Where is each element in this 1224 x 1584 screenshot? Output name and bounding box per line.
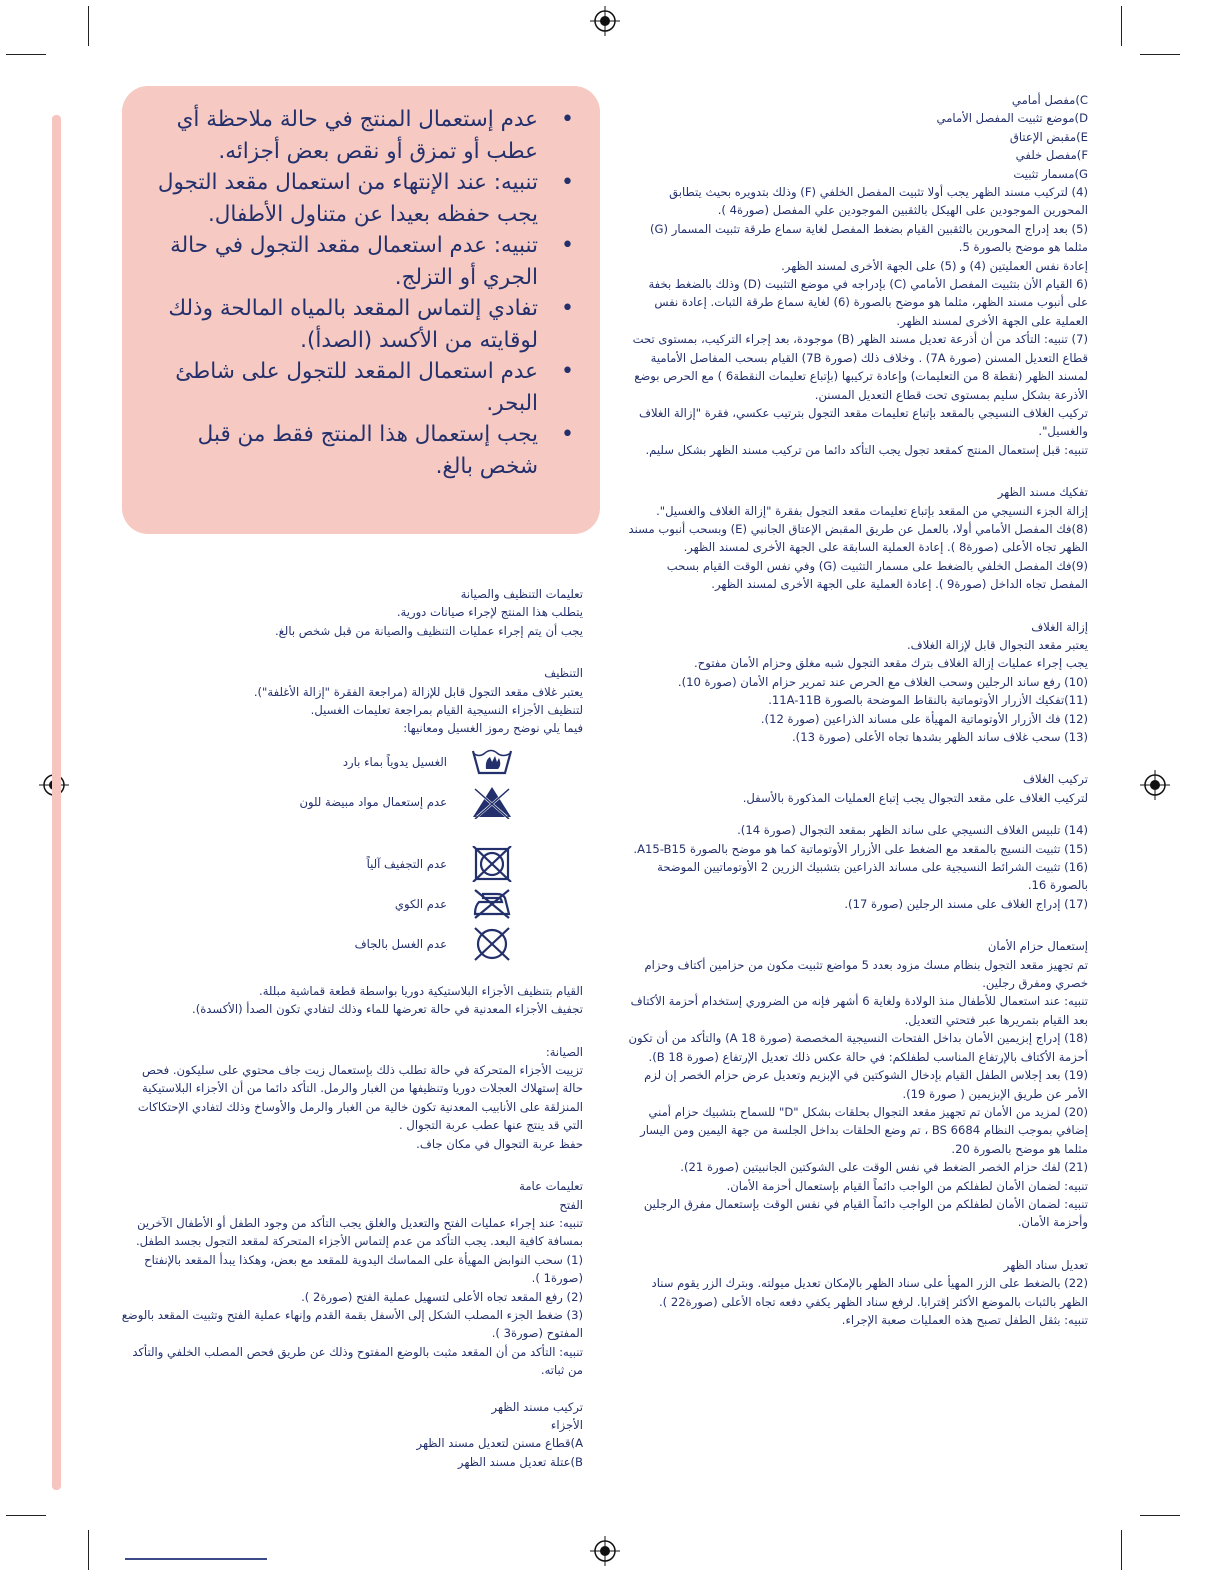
- section-title: تركيب مسند الظهر: [491, 1399, 583, 1414]
- step-item: (15) تثبيت النسيج بالمقعد مع الضغط على الأزرار الأوتوماتية كما هو موضح بالصورة A15-B15.: [633, 841, 1088, 856]
- symbol-row: [120, 884, 513, 924]
- crop-mark: [1121, 1530, 1122, 1570]
- warning-item: • عدم إستعمال المنتج في حالة ملاحظة أي عطب أو تمزق أو نقص بعض أجزائه.: [176, 107, 574, 164]
- part-item: D)موضع تثبيت المفصل الأمامي: [936, 111, 1088, 126]
- section-title: تعليمات عامة: [519, 1179, 583, 1194]
- symbol-label: الغسيل يدوياً بماء بارد: [342, 754, 447, 769]
- text-line: يعتبر غلاف مقعد التجول قابل للإزالة (مراجعة الفقرة "إزالة الأغلفة").: [253, 684, 583, 699]
- section-subtitle: الفتح: [559, 1197, 583, 1212]
- assembly-steps: [625, 183, 1088, 459]
- crop-mark: [1121, 6, 1122, 46]
- section-title: الصيانة:: [545, 1044, 583, 1059]
- left-column: [120, 585, 583, 1471]
- handwash-icon: [471, 747, 513, 777]
- step-item: تنبيه: بثقل الطفل تصبح هذه العمليات صعبة الإجراء.: [841, 1312, 1088, 1327]
- step-item: (13) سحب غلاف ساند الظهر بشدها تجاه الأعلى (صورة 13).: [791, 730, 1088, 744]
- step-item: (22) بالضغط على الزر المهيأ على سناد الظهر بالإمكان تعديل ميولته. وبترك الزر يقوم سناد الظهر بالثبات بالموضع الأكثر إقترابا. لرفع سناد الظهر يكفي دفعه تجاه الأعلى (صورة22 ).: [651, 1276, 1088, 1309]
- crop-mark: [88, 1530, 89, 1570]
- text-line: تجفيف الأجزاء المعدنية في حالة تعرضها للماء وذلك لتفادي تكون الصدأ (الأكسدة).: [192, 1002, 583, 1017]
- symbol-row: [120, 844, 513, 884]
- registration-mark-icon: [590, 6, 620, 36]
- step-item: (19) بعد إجلاس الطفل القيام بإدخال الشوكتين في الإبزيم وتعديل عرض حزام الخصر إن لزم الأمر عن طريق الإبزيمين ( صورة 19).: [644, 1068, 1088, 1101]
- step-item: (16) تثبيت الشرائط النسيجية على مساند الذراعين بتشبيك الزرين 2 الأوتوماتيين الموضحة بالصورة 16.: [657, 860, 1088, 893]
- plastic-care: [120, 982, 583, 1019]
- step-item: (9)فك المفصل الخلفي بالضغط على مسمار التثبيت (G) وفي نفس الوقت القيام بسحب المفصل تجاه الداخل (صورة9 ). إعادة العملية على الجهة الأخرى لمسند الظهر.: [666, 558, 1088, 592]
- step-item: تنبيه: قبل إستعمال المنتج كمقعد تجول يجب التأكد دائما من تركيب مسند الظهر بشكل سليم.: [645, 442, 1088, 457]
- step-item: إعادة نفس العمليتين (4) و (5) على الجهة الأخرى لمسند الظهر.: [781, 258, 1088, 273]
- step-item: (3) ضغط الجزء المصلب الشكل إلى الأسفل بقمة القدم وإنهاء عملية الفتح وتثبيت المقعد بالوضع المفتوح (صورة3 ).: [121, 1307, 583, 1341]
- warning-item: • تنبيه: عند الإنتهاء من استعمال مقعد التجول يجب حفظه بعيدا عن متناول الأطفال.: [157, 170, 574, 227]
- symbol-row: [120, 742, 513, 782]
- wash-symbols: [120, 742, 513, 964]
- step-item: تم تجهيز مقعد التجول بنظام مسك مزود بعدد 5 مواضع تثبيت مكون من حزامين أكتاف وحزام خصري ومفرق رجلين.: [644, 957, 1088, 991]
- step-item: (14) تلبيس الغلاف النسيجي على ساند الظهر بمقعد التجوال (صورة 14).: [737, 823, 1088, 838]
- text-line: تزييت الأجزاء المتحركة في حالة تطلب ذلك بإستعمال زيت جاف محتوي على سليكون. فحص حالة إستهلاك العجلات دوريا وتنظيفها من الغبار والرمل. التأكد دائما من أن الأجزاء البلاستيكية المنزلقة على الأنابيب المعدنية تكون خالية من الغبار والرمل والأوساخ وذلك لتفادي الإحتكاكات التي قد ينتج عنها عطب عربة التجوال .: [137, 1063, 583, 1133]
- section-title: تعليمات التنظيف والصيانة: [460, 587, 583, 601]
- symbol-label: عدم الكوي: [394, 896, 447, 911]
- no-iron-icon: [471, 888, 513, 920]
- crop-mark: [88, 6, 89, 46]
- step-item: تنبيه: لضمان الأمان لطفلكم من الواجب دائماً القيام بإستعمال أحزمة الأمان.: [726, 1178, 1088, 1193]
- part-item: C)مفصل أمامي: [1011, 93, 1088, 107]
- no-dry-clean-icon: [471, 926, 513, 962]
- crop-mark: [6, 1515, 46, 1516]
- backrest-adjust-section: [625, 1256, 1088, 1330]
- step-item: (11)تفكيك الأزرار الأوتوماتية بالنقاط الموضحة بالصورة 11A-11B.: [768, 693, 1088, 708]
- step-item: (20) لمزيد من الأمان تم تجهيز مقعد التجوال بحلقات بشكل "D" للسماح بتشبيك حزام أمني إضافي بموجب النظام BS 6684 ، تم وضع الحلقات بداخل الجلسة من جهة اليمين ومن اليسار مثلما هو موضح بالصورة 20.: [640, 1104, 1088, 1156]
- section-title: تركيب الغلاف: [1023, 772, 1088, 787]
- no-bleach-icon: [471, 785, 513, 819]
- page-edge-bar: [52, 115, 61, 1490]
- step-item: (18) إدراج إبزيمين الأمان بداخل الفتحات النسيجية المخصصة (صورة 18 A) والتأكد من أن تكون أحزمة الأكتاف بالإرتفاع المناسب لطفلكم: في حالة عكس ذلك تعديل الإرتفاع (صورة 18 B).: [628, 1031, 1088, 1064]
- maintenance-section: [120, 1043, 583, 1153]
- warnings-box: [122, 86, 600, 534]
- symbol-label: عدم التجفيف آلياً: [366, 856, 447, 871]
- step-item: (2) رفع المقعد تجاه الأعلى لتسهيل عملية الفتح (صورة2 ).: [301, 1289, 583, 1304]
- warning-item: • تنبيه: عدم استعمال مقعد التجول في حالة الجري أو التزلج.: [170, 233, 574, 290]
- step-item: (10) رفع ساند الرجلين وسحب الغلاف مع الحرص عند تمرير حزام الأمان (صورة 10).: [677, 674, 1088, 689]
- symbol-row: [120, 924, 513, 964]
- step-item: (1) سحب النوابض المهيأة على المماسك اليدوية للمقعد مع بعض، وهكذا يبدأ المقعد بالإنفتاح (صورة1 ).: [144, 1252, 583, 1286]
- no-tumble-dry-icon: [471, 846, 513, 882]
- part-item: B)عتلة تعديل مسند الظهر: [457, 1454, 583, 1469]
- backrest-removal-section: [625, 483, 1088, 593]
- text-line: حفظ عربة التجوال في مكان جاف.: [416, 1136, 583, 1151]
- part-item: A)قطاع مسنن لتعديل مسند الظهر: [416, 1436, 583, 1451]
- step-item: (17) إدراج الغلاف على مسند الرجلين (صورة 17).: [844, 896, 1088, 911]
- cleaning-section: [120, 664, 583, 738]
- step-item: (7) تنبيه: التأكد من أن أذرعة تعديل مسند الظهر (B) موجودة، بعد إجراء التركيب، بمستوى تحت قطاع التعديل المسنن (صورة 7A) . وخلاف ذلك (صورة 7B) القيام بسحب المفاصل الأمامية لمسند الظهر (نقطة 8 من التعليمات) وإعادة تركيبها (بإتباع تعليمات النقطة6 ) مع الحرص بوضع الأذرعة بشكل سليم بمستوى تحت قطاع التعديل المسنن.: [632, 332, 1088, 402]
- section-title: تفكيك مسند الظهر: [997, 485, 1088, 500]
- harness-section: [625, 937, 1088, 1232]
- cover-removal-section: [625, 618, 1088, 747]
- backrest-install-section: [120, 1398, 583, 1472]
- step-item: يعتبر مقعد التجوال قابل لإزالة الغلاف.: [907, 637, 1088, 652]
- step-item: (8)فك المفصل الأمامي أولا، بالعمل عن طريق المقبض الإعتاق الجانبي (E) وبسحب أنبوب مسند الظهر تجاه الأعلى (صورة8 ). إعادة العملية السابقة على الجهة الأخرى لمسند الظهر.: [628, 521, 1088, 555]
- symbol-label: عدم إستعمال مواد مبيضة للون: [299, 794, 447, 809]
- text-line: القيام بتنظيف الأجزاء البلاستيكية دوريا بواسطة قطعة قماشية مبللة.: [259, 983, 583, 998]
- cover-install-section: [625, 770, 1088, 913]
- part-item: F)مفصل خلفي: [1015, 148, 1088, 163]
- symbol-row: [120, 782, 513, 822]
- text-line: يتطلب هذا المنتج لإجراء صيانات دورية.: [396, 605, 583, 620]
- care-section: [120, 585, 583, 640]
- step-item: تنبيه: لضمان الأمان لطفلكم من الواجب دائماً القيام في نفس الوقت بإستعمال مفرق الرجلين وأحزمة الأمان.: [643, 1196, 1088, 1230]
- section-title: إستعمال حزام الأمان: [987, 939, 1088, 954]
- crop-mark: [1140, 1515, 1180, 1516]
- symbol-label: عدم الغسل بالجاف: [354, 936, 447, 951]
- step-item: (5) بعد إدراج المحورين بالثقبين القيام بضغط المفصل لغاية سماع طرقة تثبيت المسمار (G) مثلما هو موضح بالصورة 5.: [650, 221, 1088, 255]
- crop-mark: [1140, 54, 1180, 55]
- step-item: (21) لفك حزام الخصر الضغط في نفس الوقت على الشوكتين الجانبيتين (صورة 21).: [680, 1160, 1088, 1175]
- step-item: (6 القيام الأن بتثبيت المفصل الأمامي (C) بإدراجه في موضع التثبيت (D) وذلك بالضغط بخفة على أنبوب مسند الظهر، مثلما هو موضح بالصورة (6) لغاية سماع طرقة الثبات. إعادة نفس العملية على الجهة الأخرى لمسند الظهر.: [648, 277, 1088, 328]
- section-title: تعديل سناد الظهر: [1003, 1257, 1088, 1272]
- section-intro: لتركيب الغلاف على مقعد التجوال يجب إتباع العمليات المذكورة بالأسفل.: [742, 790, 1088, 805]
- part-item: G)مسمار تثبيت: [1013, 166, 1088, 181]
- step-item: تنبيه: عند إجراء عمليات الفتح والتعديل والغلق يجب التأكد من وجود الطفل أو الأطفال الآخرين بمسافة كافية البعد. يجب التأكد من عدم إلتماس الأجزاء المتحركة لمقعد التجول بجسد الطفل.: [135, 1215, 583, 1249]
- crop-mark: [6, 54, 46, 55]
- section-title: إزالة الغلاف: [1031, 619, 1088, 634]
- step-item: (12) فك الأزرار الأوتوماتية المهيأة على مساند الذراعين (صورة 12).: [760, 711, 1088, 726]
- step-item: تركيب الغلاف النسيجي بالمقعد بإتباع تعليمات مقعد التجول بترتيب عكسي، فقرة "إزالة الغلاف والغسيل".: [638, 405, 1088, 439]
- section-subtitle: الأجزاء: [550, 1417, 583, 1432]
- general-section: [120, 1177, 583, 1379]
- step-item: تنبيه: عند استعمال للأطفال منذ الولادة ولغاية 6 أشهر فإنه من الضروري إستخدام أحزمة الأكتاف بعد القيام بتمريرها عبر فتحتي التعديل.: [630, 994, 1088, 1027]
- text-line: يجب أن يتم إجراء عمليات التنظيف والصيانة من قبل شخص بالغ.: [274, 623, 583, 638]
- warning-item: • تفادي إلتماس المقعد بالمياه المالحة وذلك لوقايته من الأكسد (الصدأ).: [168, 296, 574, 353]
- registration-mark-icon: [1140, 770, 1170, 800]
- part-item: E)مقبض الإعتاق: [1009, 129, 1088, 144]
- footer-rule: [125, 1558, 267, 1560]
- text-line: فيما يلي نوضح رموز الغسيل ومعانيها:: [403, 721, 583, 736]
- warning-item: • عدم استعمال المقعد للتجول على شاطئ البحر.: [175, 359, 574, 416]
- step-item: تنبيه: التأكد من أن المقعد مثبت بالوضع المفتوح وذلك عن طريق فحص المصلب الخلفي والتأكد من ثباته.: [132, 1344, 583, 1378]
- warning-item: • يجب إستعمال هذا المنتج فقط من قبل شخص بالغ.: [197, 422, 574, 479]
- section-title: التنظيف: [544, 666, 583, 681]
- step-item: يجب إجراء عمليات إزالة الغلاف بترك مقعد التجول شبه مغلق وحزام الأمان مفتوح.: [694, 656, 1088, 671]
- right-column: [625, 91, 1088, 1329]
- parts-list: [625, 91, 1088, 183]
- text-line: لتنظيف الأجزاء النسيجية القيام بمراجعة تعليمات الغسيل.: [310, 703, 583, 718]
- registration-mark-icon: [590, 1536, 620, 1566]
- step-item: (4) لتركيب مسند الظهر يجب أولا تثبيت المفصل الخلفي (F) وذلك بتدويره بحيث يتطابق المحورين الموجودين على الهيكل بالثقبين الموجودين علي المفصل (صورة4 ).: [669, 185, 1088, 218]
- step-item: إزالة الجزء النسيجي من المقعد بإتباع تعليمات مقعد التجول بفقرة "إزالة الغلاف والغسيل".: [656, 503, 1088, 518]
